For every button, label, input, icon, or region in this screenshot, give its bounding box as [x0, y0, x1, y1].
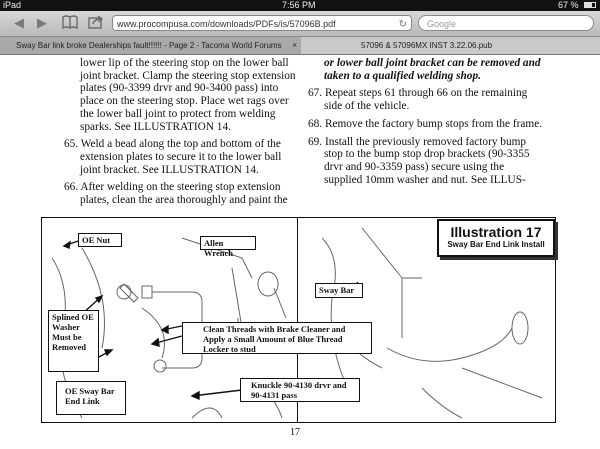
tab-tacoma-forum[interactable] — [0, 37, 300, 54]
paragraph-step-68: 68. Remove the factory bump stops from the frame. — [308, 117, 543, 130]
tab-bar — [0, 37, 600, 55]
carrier-label: iPad — [3, 0, 22, 10]
page-number: 17 — [290, 427, 300, 438]
book-icon[interactable] — [62, 15, 78, 33]
tab-label: 57096 & 57096MX INST 3.22.06.pub — [361, 41, 493, 50]
status-bar — [0, 0, 600, 11]
illustration-title: Illustration 17 — [450, 224, 542, 240]
right-column — [308, 57, 544, 191]
paragraph-step-65: 65. Weld a bead along the top and bottom of the extension plates to secure it to the lower ball joint bracket. See ILLUSTRATION 14. — [64, 138, 282, 176]
forward-arrow-icon[interactable]: ▶ — [37, 15, 47, 30]
url-field[interactable] — [112, 15, 412, 31]
reload-icon[interactable]: ↻ — [398, 19, 407, 30]
callout-allen-wrench: Allen Wrench — [200, 236, 256, 250]
callout-splined-washer: Splined OE Washer Must be Removed — [48, 310, 99, 372]
battery-label: 67 % — [558, 0, 579, 10]
browser-toolbar — [0, 11, 600, 37]
paragraph-step-69: 69. Install the previously removed factory bump stop to the bump stop drop brackets (90-3355 drvr and 90-3359 pass) secure using the supplied 10mm washer and nut. See ILLUS- — [308, 135, 530, 186]
callout-oe-end-link: OE Sway Bar End Link — [56, 381, 126, 415]
tab-close-icon[interactable]: × — [292, 40, 298, 50]
pdf-page[interactable] — [0, 55, 600, 449]
url-text: www.procompusa.com/downloads/PDFs/is/57096B.pdf — [117, 19, 336, 29]
paragraph: or lower ball joint bracket can be removed and taken to a qualified welding shop. — [324, 57, 541, 82]
clock: 7:56 PM — [282, 0, 316, 10]
paragraph-step-67: 67. Repeat steps 61 through 66 on the remaining side of the vehicle. — [308, 87, 528, 113]
tab-pdf[interactable] — [301, 37, 600, 54]
left-column — [64, 57, 296, 212]
paragraph-step-66: 66. After welding on the steering stop extension plates, clean the area thoroughly and paint the — [64, 181, 288, 207]
illustration-17 — [41, 217, 556, 423]
battery-icon — [584, 2, 596, 8]
tab-label: Sway Bar link broke Dealerships fault!!!!!! - Page 2 - Tacoma World Forums — [16, 41, 282, 50]
callout-clean-threads: Clean Threads with Brake Cleaner and Apply a Small Amount of Blue Thread Locker to stud — [182, 322, 372, 354]
callout-knuckle: Knuckle 90-4130 drvr and 90-4131 pass — [240, 378, 360, 402]
paragraph: lower lip of the steering stop on the lower ball joint bracket. Clamp the steering stop extension plates (90-3399 drvr and 90-3400 pass) into place on the steering stop. Place wet rags over the lower ball joint to protect from welding sparks. See ILLUSTRATION 14. — [80, 57, 296, 133]
callout-sway-bar: Sway Bar — [315, 283, 363, 298]
share-icon[interactable] — [88, 15, 104, 33]
back-arrow-icon[interactable]: ◀ — [14, 15, 24, 30]
illustration-subtitle: Sway Bar End Link Install — [447, 240, 545, 249]
callout-oe-nut: OE Nut — [78, 233, 122, 247]
illustration-title-box — [437, 219, 555, 257]
search-input[interactable]: Google — [418, 15, 594, 31]
